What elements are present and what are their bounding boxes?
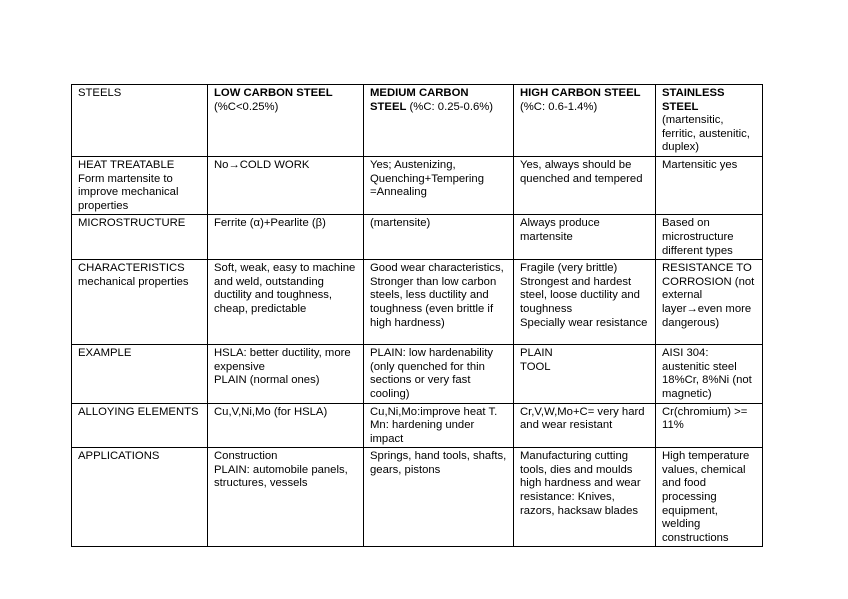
table-row-applications (72, 448, 763, 547)
table-row-heat-treatable (72, 156, 763, 214)
row-label: HEAT TREATABLE Form martensite to improve mechanical properties (72, 156, 208, 214)
table-cell: Springs, hand tools, shafts, gears, pistons (364, 448, 514, 547)
table-cell: Martensitic yes (656, 156, 763, 214)
row-label: MICROSTRUCTURE (72, 215, 208, 260)
row-label: APPLICATIONS (72, 448, 208, 547)
column-title: HIGH CARBON STEEL (520, 87, 641, 99)
column-header-low-carbon (208, 85, 364, 157)
column-title: LOW CARBON STEEL (214, 87, 333, 99)
column-title: STAINLESS STEEL (662, 87, 725, 113)
column-subtitle: (%C: 0.6-1.4%) (520, 100, 598, 113)
table-title: STEELS (72, 85, 208, 157)
table-cell: Soft, weak, easy to machine and weld, outstanding ductility and toughness, cheap, predictable (208, 260, 364, 345)
table-cell: Cr(chromium) >= 11% (656, 403, 763, 448)
column-title: MEDIUM CARBON STEEL (370, 87, 469, 113)
table-cell: RESISTANCE TO CORROSION (not external layer→even more dangerous) (656, 260, 763, 345)
table-cell: No→COLD WORK (208, 156, 364, 214)
row-label: EXAMPLE (72, 345, 208, 403)
table-cell: Yes, always should be quenched and tempered (514, 156, 656, 214)
header-row (72, 85, 763, 157)
column-header-stainless (656, 85, 763, 157)
table-cell: Yes; Austenizing, Quenching+Tempering =Annealing (364, 156, 514, 214)
table-cell: Ferrite (α)+Pearlite (β) (208, 215, 364, 260)
table-cell: PLAIN TOOL (514, 345, 656, 403)
table-cell: Always produce martensite (514, 215, 656, 260)
table-cell: Manufacturing cutting tools, dies and moulds high hardness and wear resistance: Knives, razors, hacksaw blades (514, 448, 656, 547)
row-label: ALLOYING ELEMENTS (72, 403, 208, 448)
column-subtitle: (martensitic, ferritic, austenitic, duplex) (662, 114, 750, 154)
column-header-high-carbon (514, 85, 656, 157)
table-cell: High temperature values, chemical and food processing equipment, welding constructions (656, 448, 763, 547)
table-cell: Cu,Ni,Mo:improve heat T. Mn: hardening under impact (364, 403, 514, 448)
table-row-example (72, 345, 763, 403)
column-subtitle: (%C<0.25%) (214, 100, 279, 113)
table-cell: Cr,V,W,Mo+C= very hard and wear resistant (514, 403, 656, 448)
steels-comparison-table (71, 84, 763, 547)
column-header-medium-carbon (364, 85, 514, 157)
table-cell: Good wear characteristics, Stronger than low carbon steels, less ductility and toughness (even brittle if high hardness) (364, 260, 514, 345)
table-cell: (martensite) (364, 215, 514, 260)
table-row-characteristics (72, 260, 763, 345)
table-cell: AISI 304: austenitic steel 18%Cr, 8%Ni (not magnetic) (656, 345, 763, 403)
table-cell: HSLA: better ductility, more expensive PLAIN (normal ones) (208, 345, 364, 403)
table-cell: Construction PLAIN: automobile panels, structures, vessels (208, 448, 364, 547)
table-cell: PLAIN: low hardenability (only quenched for thin sections or very fast cooling) (364, 345, 514, 403)
table-row-microstructure (72, 215, 763, 260)
column-subtitle: (%C: 0.25-0.6%) (406, 100, 494, 113)
table-row-alloying-elements (72, 403, 763, 448)
table-cell: Fragile (very brittle) Strongest and hardest steel, loose ductility and toughness Specially wear resistance (514, 260, 656, 345)
row-label: CHARACTERISTICS mechanical properties (72, 260, 208, 345)
table-cell: Cu,V,Ni,Mo (for HSLA) (208, 403, 364, 448)
table-cell: Based on microstructure different types (656, 215, 763, 260)
